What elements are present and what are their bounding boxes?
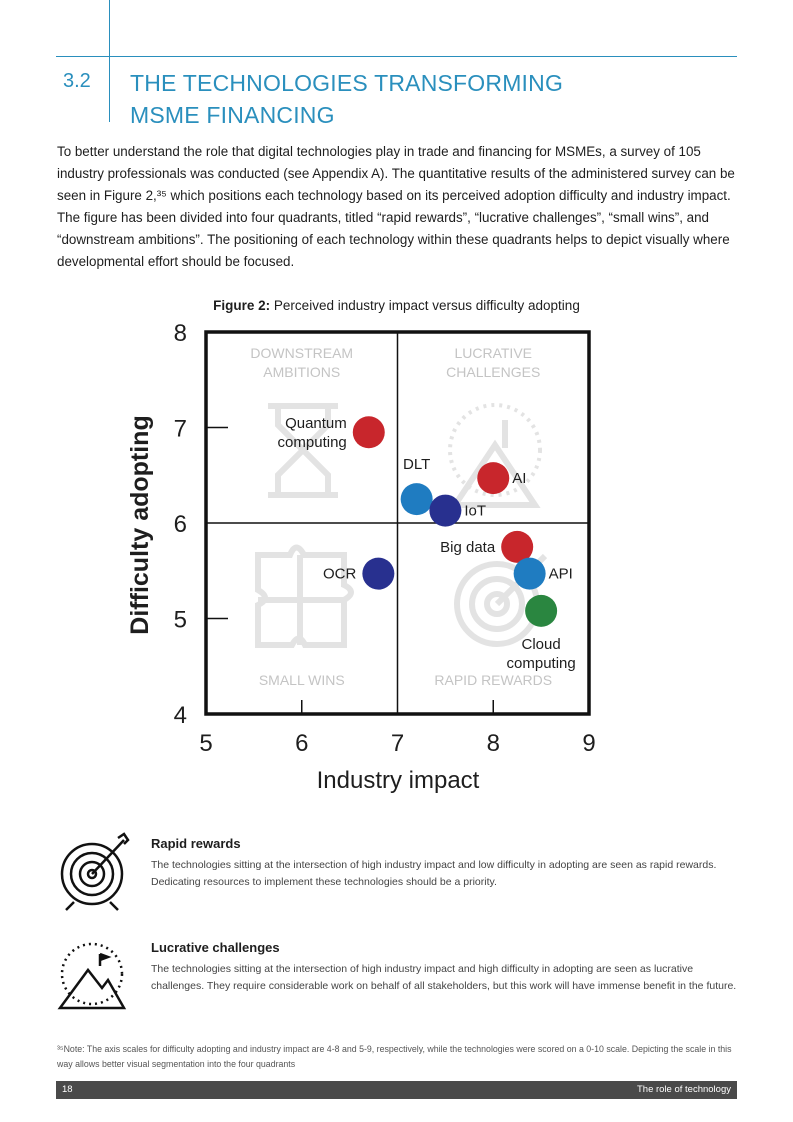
quadrant-label-top-right: CHALLENGES (446, 364, 541, 380)
x-tick-label: 5 (199, 730, 213, 757)
data-point (477, 462, 509, 494)
target-icon (58, 832, 132, 912)
mountain-flag-icon (56, 940, 128, 1012)
figure-label: Figure 2: (213, 298, 271, 313)
data-label: OCR (323, 565, 357, 583)
quadrant-label-bottom-left: SMALL WINS (258, 672, 345, 688)
tick-labels (174, 320, 596, 757)
intro-paragraph: To better understand the role that digital technologies play in trade and financing for MSMEs, a survey of 105 industry professionals was conducted (see Appendix A). The quantitative results of the administered survey can be seen in Figure 2,³⁵ which positions each technology based on its perceived adoption difficulty and industry impact. The figure has been divided into four quadrants, titled “rapid rewards”, “lucrative challenges”, “small wins”, and “downstream ambitions”. The positioning of each technology within these quadrants helps to depict visually where developmental effort should be focused. (57, 144, 735, 269)
data-label: API (548, 565, 573, 583)
x-tick-label: 9 (582, 730, 596, 757)
y-tick-label: 6 (173, 511, 187, 538)
data-point (429, 495, 461, 527)
data-point (514, 558, 546, 590)
legend-text: The technologies sitting at the intersection of high industry impact and low difficulty in adopting are seen as rapid rewards. Dedicating resources to implement these technologies should be a priority. (151, 859, 717, 888)
data-point (401, 483, 433, 515)
x-tick-label: 8 (486, 730, 500, 757)
footer-section-name: The role of technology (636, 1084, 731, 1095)
x-tick-label: 6 (295, 730, 309, 757)
y-axis-label: Difficulty adopting (126, 415, 154, 635)
legend-title: Rapid rewards (151, 836, 241, 851)
figure-caption-text: Perceived industry impact versus difficulty adopting (270, 298, 580, 313)
page-footer (56, 1081, 737, 1099)
data-point (362, 558, 394, 590)
y-tick-label: 8 (173, 320, 187, 347)
quadrant-label-top-left: AMBITIONS (263, 364, 341, 380)
data-point (525, 595, 557, 627)
puzzle-watermark-icon (258, 548, 351, 646)
quadrant-label-top-right: LUCRATIVE (454, 345, 533, 361)
legend-title: Lucrative challenges (151, 940, 280, 955)
x-tick-label: 7 (390, 730, 405, 757)
data-label: Quantum (285, 414, 347, 432)
data-label: Big data (440, 538, 496, 556)
section-title-line-2: MSME FINANCING (130, 102, 335, 128)
chart-points (278, 415, 576, 672)
data-label: computing (506, 654, 576, 672)
y-tick-label: 4 (173, 702, 187, 729)
page-number: 18 (62, 1084, 73, 1095)
legend-rapid-rewards (151, 836, 741, 891)
y-tick-label: 5 (173, 606, 187, 634)
section-number: 3.2 (63, 70, 91, 92)
data-point (353, 416, 385, 448)
data-label: computing (277, 433, 347, 451)
data-label: DLT (403, 456, 431, 474)
legend-lucrative-challenges (151, 940, 741, 995)
data-label: AI (512, 470, 527, 488)
section-title-line-1: THE TECHNOLOGIES TRANSFORMING (130, 70, 564, 96)
data-label: IoT (464, 502, 487, 520)
data-label: Cloud (521, 635, 561, 653)
y-tick-label: 7 (173, 415, 187, 443)
legend-text: The technologies sitting at the intersection of high industry impact and high difficulty in adopting are seen as lucrative challenges. They require considerable work on behalf of all stakeholders, but this work will have immense benefit in the future. (151, 963, 737, 992)
quadrant-label-bottom-right: RAPID REWARDS (434, 672, 553, 688)
x-axis-label: Industry impact (316, 767, 480, 794)
footnote: ³⁵Note: The axis scales for difficulty adopting and industry impact are 4-8 and 5-9, respectively, while the technologies were scored on a 0-10 scale. Depicting the scale in this way allows better visual segmentation into the four quadrants (57, 1044, 732, 1069)
quadrant-label-top-left: DOWNSTREAM (250, 345, 354, 361)
